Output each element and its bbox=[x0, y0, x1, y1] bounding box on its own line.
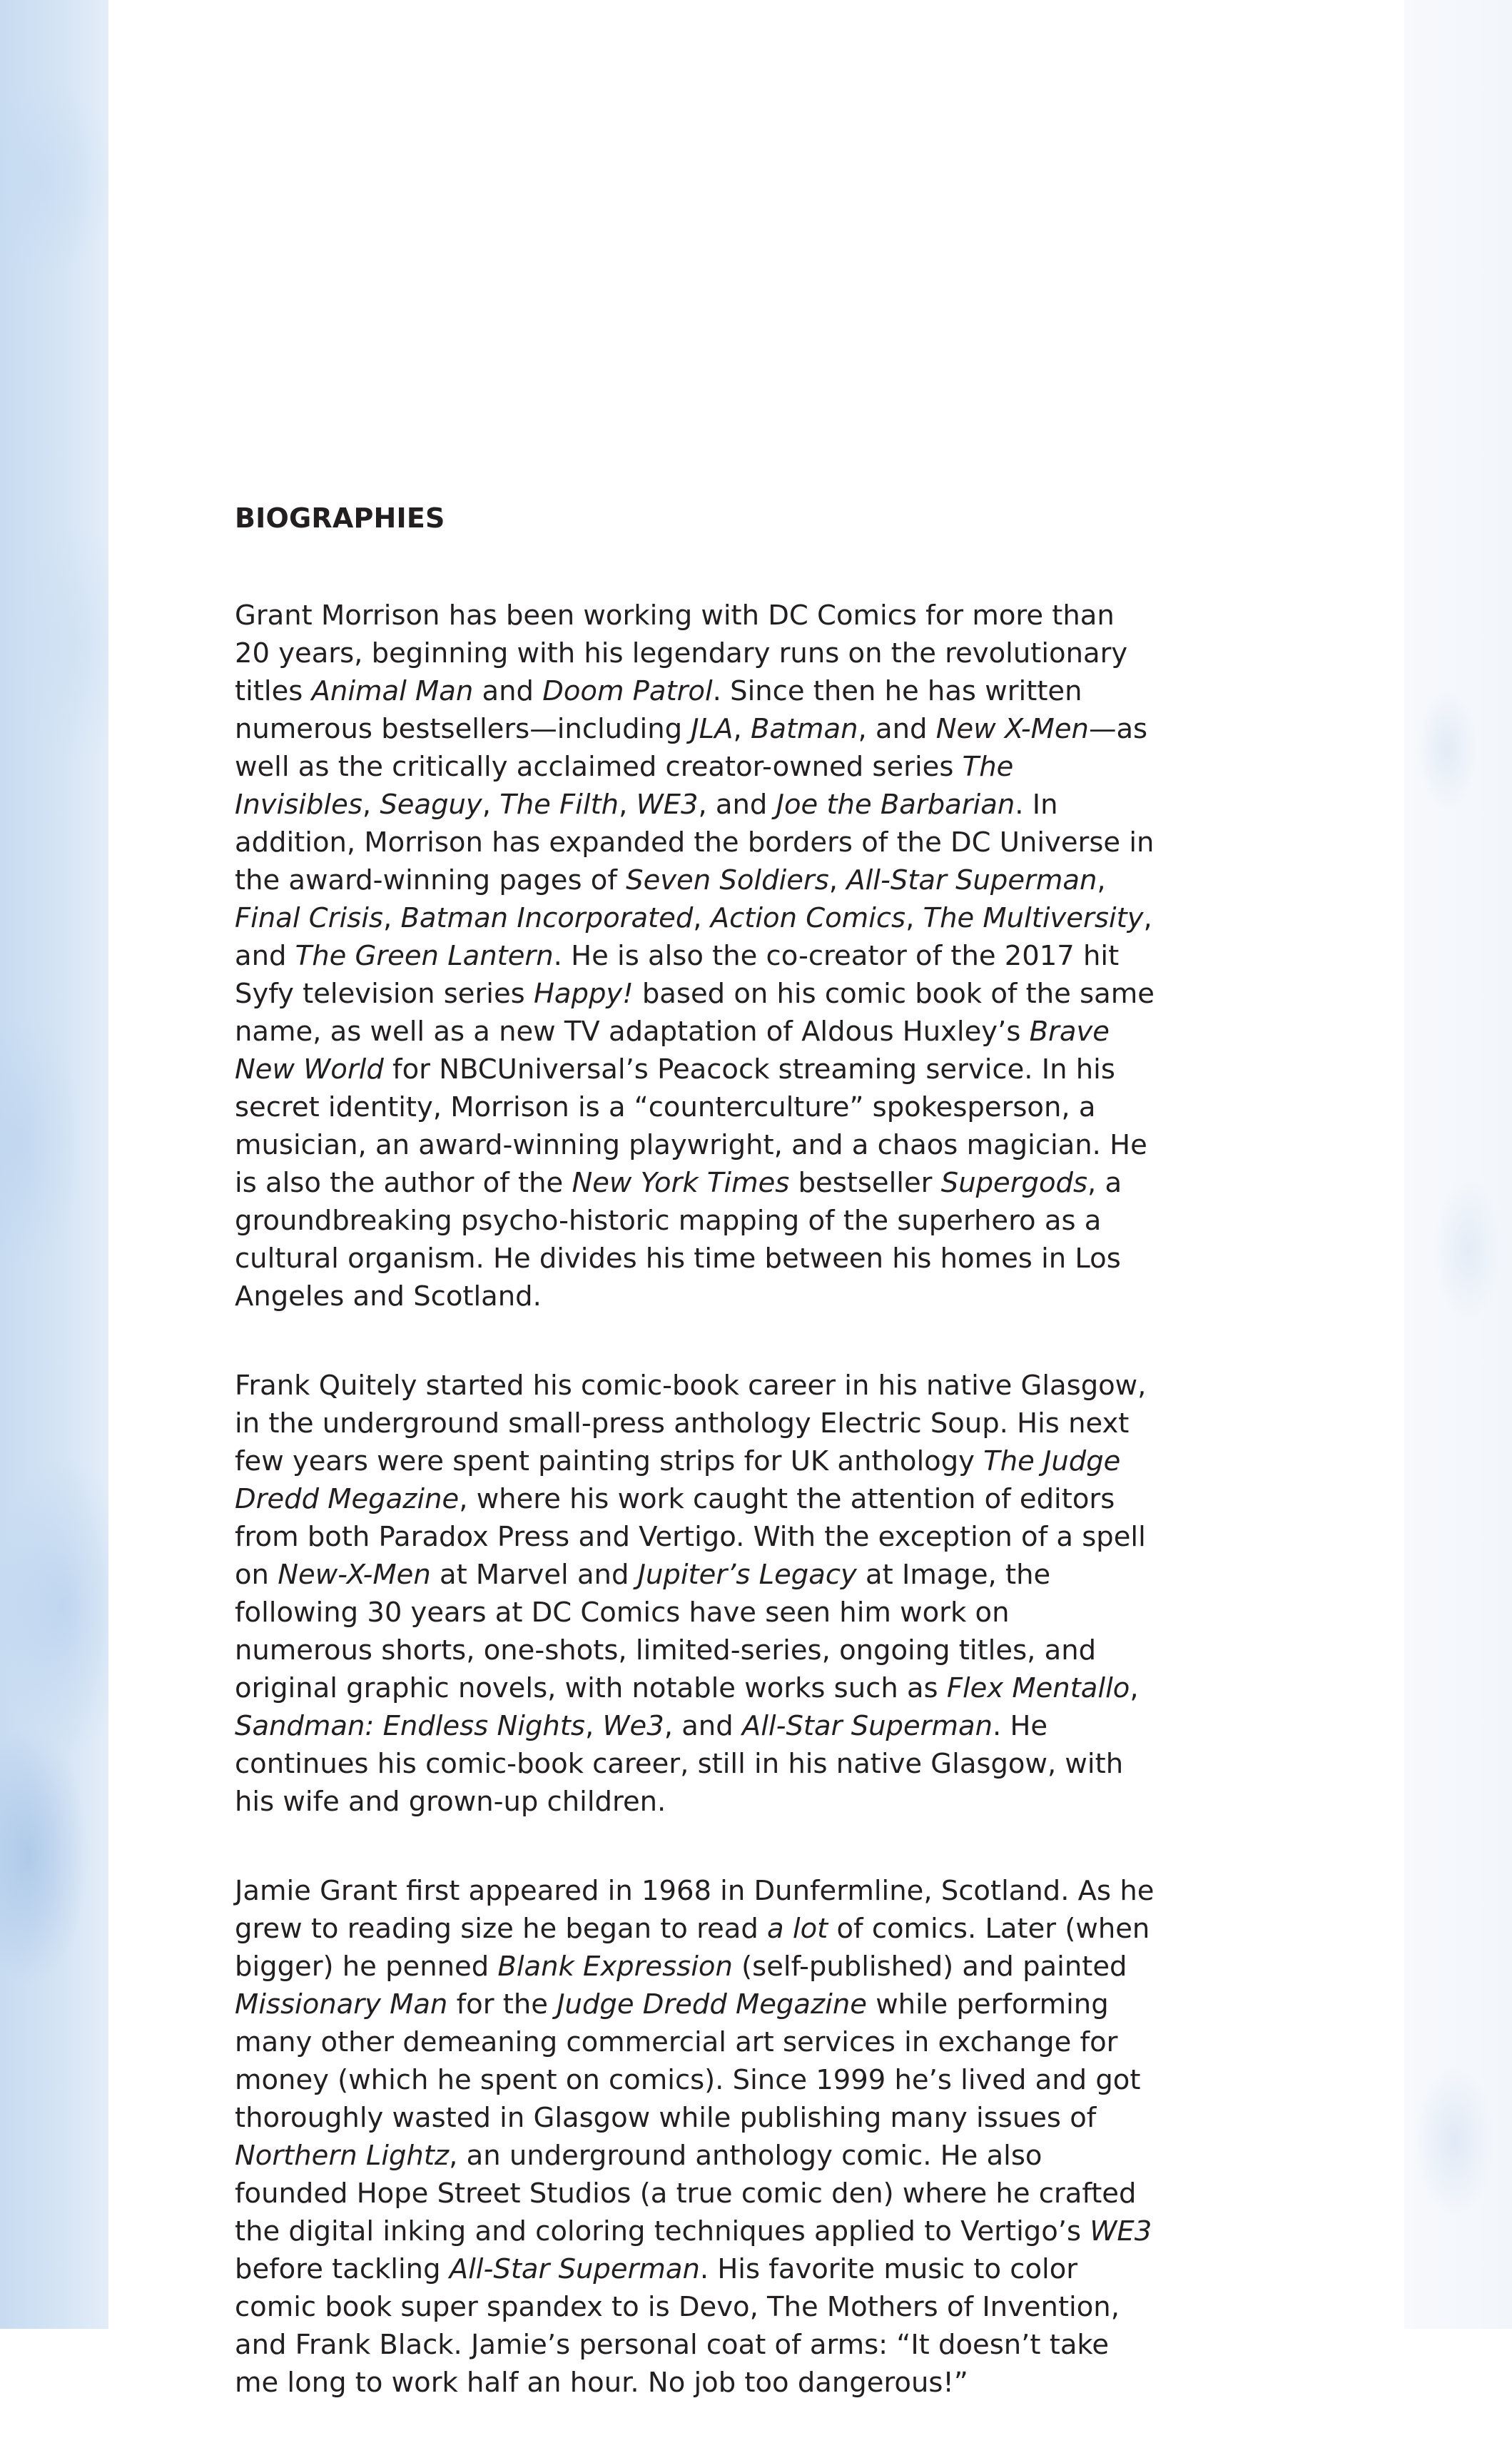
text-run: for the bbox=[447, 1988, 557, 2020]
italic-title: The Invisibles bbox=[235, 751, 1014, 821]
bio-text bbox=[235, 1370, 1146, 1818]
biographies-section bbox=[235, 500, 1155, 2453]
italic-title: Seaguy bbox=[380, 789, 482, 821]
italic-title: Seven Soldiers bbox=[626, 864, 829, 896]
text-run: . Since then he has written numerous bestsellers—including bbox=[235, 675, 1082, 745]
text-run: , bbox=[733, 713, 751, 745]
italic-title: Flex Mentallo bbox=[946, 1672, 1130, 1704]
right-cloud-border bbox=[1404, 0, 1512, 2329]
bio-frank-quitely bbox=[235, 1367, 1155, 1821]
bio-name: Frank Quitely bbox=[235, 1370, 417, 1402]
italic-title: WE3 bbox=[636, 789, 699, 821]
italic-title: Blank Expression bbox=[497, 1951, 733, 1983]
text-run: before tackling bbox=[235, 2253, 450, 2285]
italic-title: Jupiter’s Legacy bbox=[637, 1559, 857, 1591]
bio-text bbox=[235, 600, 1155, 1313]
text-run: at Image, the following 30 years at DC Comics have seen him work on numerous shorts, one-shots, limited-series, ongoing titles, and original graphic novels, with notable works such as bbox=[235, 1559, 1097, 1704]
bio-text bbox=[235, 1875, 1154, 2399]
text-run: , bbox=[482, 789, 500, 821]
italic-title: Joe the Barbarian bbox=[776, 789, 1015, 821]
text-run: . In addition, Morrison has expanded the borders of the DC Universe in the award-winning pages of bbox=[235, 789, 1155, 896]
italic-title: The Green Lantern bbox=[295, 940, 554, 972]
page-title: BIOGRAPHIES bbox=[235, 502, 445, 534]
italic-title: Judge Dredd Megazine bbox=[557, 1988, 867, 2020]
italic-title: New York Times bbox=[572, 1167, 790, 1199]
text-run: for NBCUniversal’s Peacock streaming service. In his secret identity, Morrison is a “counterculture” spokesperson, a musician, an award-winning playwright, and a chaos magician. He is also the author of the bbox=[235, 1053, 1147, 1199]
italic-title: All-Star Superman bbox=[846, 864, 1097, 896]
text-run: bestseller bbox=[789, 1167, 941, 1199]
text-run: , bbox=[905, 902, 923, 934]
text-run: , and bbox=[235, 902, 1152, 972]
italic-title: The Judge Dredd Megazine bbox=[235, 1445, 1121, 1515]
text-run: (self-published) and painted bbox=[732, 1951, 1127, 1983]
italic-title: We3 bbox=[602, 1710, 664, 1742]
text-run: , and bbox=[858, 713, 936, 745]
text-run: , bbox=[584, 1710, 603, 1742]
italic-title: Animal Man bbox=[311, 675, 474, 707]
text-run: , where his work caught the attention of editors from both Paradox Press and Vertigo. With the exception of a spell on bbox=[235, 1483, 1146, 1591]
text-run: based on his comic book of the same name, as well as a new TV adaptation of Aldous Huxley’s bbox=[235, 978, 1155, 1048]
italic-title: WE3 bbox=[1090, 2215, 1152, 2247]
bio-name: Grant Morrison bbox=[235, 600, 440, 632]
text-run: and bbox=[473, 675, 543, 707]
text-run: , an underground anthology comic. He also founded Hope Street Studios (a true comic den) where he crafted the digital inking and coloring techniques applied to Vertigo’s bbox=[235, 2140, 1137, 2247]
italic-title: Missionary Man bbox=[235, 1988, 448, 2020]
italic-title: Happy! bbox=[533, 978, 634, 1010]
text-run: , bbox=[1097, 864, 1106, 896]
italic-title: JLA bbox=[691, 713, 734, 745]
italic-title: Supergods bbox=[940, 1167, 1088, 1199]
italic-title: All-Star Superman bbox=[741, 1710, 993, 1742]
italic-title: a lot bbox=[767, 1913, 828, 1945]
bio-name: Jamie Grant bbox=[235, 1875, 397, 1907]
text-run: , bbox=[1130, 1672, 1139, 1704]
text-run: of comics. Later (when bigger) he penned bbox=[235, 1913, 1150, 1983]
page bbox=[108, 0, 1404, 2399]
italic-title: Northern Lightz bbox=[235, 2140, 450, 2172]
italic-title: Batman bbox=[750, 713, 858, 745]
italic-title: The Multiversity bbox=[923, 902, 1144, 934]
italic-title: All-Star Superman bbox=[449, 2253, 700, 2285]
italic-title: Action Comics bbox=[710, 902, 906, 934]
left-cloud-border bbox=[0, 0, 108, 2329]
italic-title: New X-Men bbox=[935, 713, 1089, 745]
text-run: —as well as the critically acclaimed creator-owned series bbox=[235, 713, 1148, 783]
text-run: , bbox=[383, 902, 401, 934]
text-run: while performing many other demeaning commercial art services in exchange for money (which he spent on comics). Since 1999 he’s lived and got thoroughly wasted in Glasgow while publishing many issues of bbox=[235, 1988, 1141, 2134]
italic-title: Sandman: Endless Nights bbox=[235, 1710, 585, 1742]
text-run: , and bbox=[698, 789, 776, 821]
text-run: . His favorite music to color comic book super spandex to is Devo, The Mothers of Invention, and Frank Black. Jamie’s personal coat of arms: “It doesn’t take me long to work half an hour. No job too dangerous!” bbox=[235, 2253, 1120, 2399]
text-run: , and bbox=[664, 1710, 742, 1742]
text-run: , bbox=[362, 789, 380, 821]
italic-title: Doom Patrol bbox=[542, 675, 713, 707]
bio-grant-morrison bbox=[235, 597, 1155, 1315]
italic-title: Brave New World bbox=[235, 1016, 1110, 1086]
italic-title: New-X-Men bbox=[278, 1559, 431, 1591]
bio-jamie-grant bbox=[235, 1872, 1155, 2402]
text-run: , a groundbreaking psycho-historic mapping of the superhero as a cultural organism. He divides his time between his homes in Los Angeles and Scotland. bbox=[235, 1167, 1122, 1313]
text-run: . He continues his comic-book career, still in his native Glasgow, with his wife and grown-up children. bbox=[235, 1710, 1124, 1818]
text-run: , bbox=[619, 789, 636, 821]
text-run: , bbox=[828, 864, 847, 896]
text-run: has been working with DC Comics for more than 20 years, beginning with his legendary runs on the revolutionary titles bbox=[235, 600, 1128, 707]
text-run: at Marvel and bbox=[430, 1559, 638, 1591]
italic-title: Batman Incorporated bbox=[400, 902, 694, 934]
italic-title: Final Crisis bbox=[235, 902, 383, 934]
italic-title: The Filth bbox=[499, 789, 619, 821]
text-run: first appeared in 1968 in Dunfermline, Scotland. As he grew to reading size he began to read bbox=[235, 1875, 1155, 1945]
text-run: , bbox=[693, 902, 711, 934]
text-run: . He is also the co-creator of the 2017 hit Syfy television series bbox=[235, 940, 1120, 1010]
text-run: started his comic-book career in his native Glasgow, in the underground small-press anthology Electric Soup. His next few years were spent painting strips for UK anthology bbox=[235, 1370, 1147, 1477]
